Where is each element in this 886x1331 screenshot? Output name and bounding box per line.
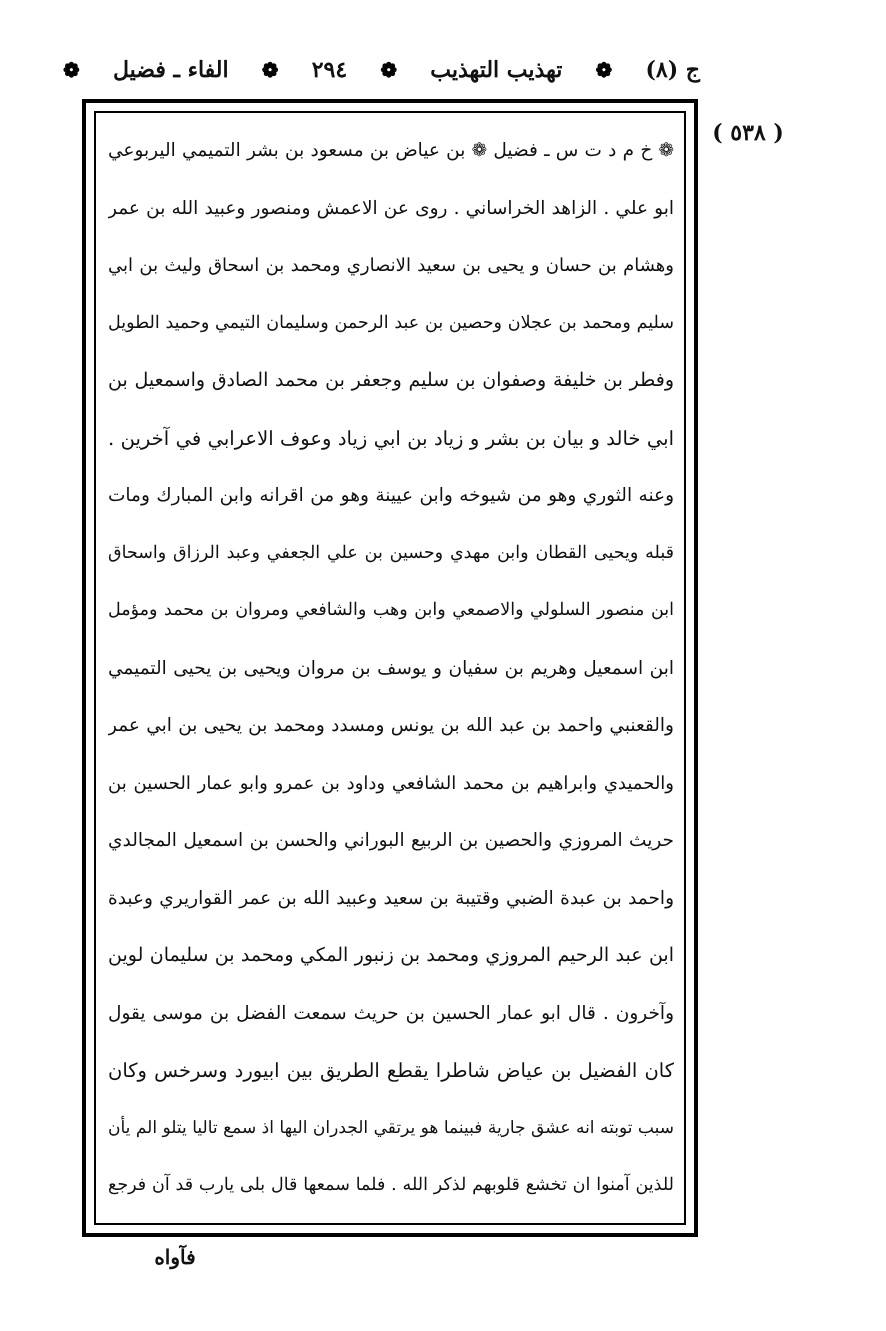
text-line: سبب توبته انه عشق جارية فبينما هو يرتقي الجدران اليها اذ سمع تاليا يتلو الم يأن [108, 1117, 674, 1138]
text-line: واحمد بن عبدة الضبي وقتيبة بن سعيد وعبيد الله بن عمر القواريري وعبدة [108, 887, 674, 909]
text-line: وآخرون . قال ابو عمار الحسين بن حريث سمعت الفضل بن موسى يقول [108, 1002, 674, 1024]
text-line: ابي خالد و بيان بن بشر و زياد بن ابي زياد وعوف الاعرابي في آخرين . [108, 426, 674, 450]
text-line: وعنه الثوري وهو من شيوخه وابن عيينة وهو من اقرانه وابن المبارك ومات [108, 485, 674, 506]
section-title: الفاء ـ فضيل [112, 57, 229, 83]
ornament-icon: ❁ [261, 58, 279, 82]
text-line: قبله ويحيى القطان وابن مهدي وحسين بن علي الجعفي وعبد الرزاق واسحاق [108, 542, 674, 563]
body-text [108, 122, 674, 1212]
text-line: ابو علي . الزاهد الخراساني . روى عن الاعمش ومنصور وعبيد الله بن عمر [108, 197, 674, 219]
page-number: ٢٩٤ [311, 57, 348, 83]
volume-number: ج (٨) [645, 57, 700, 83]
page-header [60, 50, 700, 90]
text-line: ❁ خ م د ت س ـ فضيل ❁ بن عياض بن مسعود بن بشر التميمي اليربوعي [108, 140, 674, 161]
ornament-icon: ❁ [595, 58, 613, 82]
text-line: للذين آمنوا ان تخشع قلوبهم لذكر الله . فلما سمعها قال بلى يارب قد آن فرجع [108, 1175, 674, 1195]
catchword: فآواه [154, 1245, 196, 1269]
text-line: ابن منصور السلولي والاصمعي وابن وهب والشافعي ومروان بن محمد ومؤمل [108, 600, 674, 620]
text-line: وهشام بن حسان و يحيى بن سعيد الانصاري ومحمد بن اسحاق وليث بن ابي [108, 255, 674, 276]
entry-number: ( ٥٣٨ ) [712, 120, 784, 146]
text-line: حريث المروزي والحصين بن الربيع البوراني والحسن بن اسمعيل المجالدي [108, 830, 674, 851]
text-line: والحميدي وابراهيم بن محمد الشافعي وداود بن عمرو وابو عمار الحسين بن [108, 772, 674, 794]
text-line: ابن عبد الرحيم المروزي ومحمد بن زنبور المكي ومحمد بن سليمان لوين [108, 944, 674, 966]
text-line: وفطر بن خليفة وصفوان بن سليم وجعفر بن محمد الصادق واسمعيل بن [108, 369, 674, 391]
text-line: كان الفضيل بن عياض شاطرا يقطع الطريق بين ابيورد وسرخس وكان [108, 1059, 674, 1082]
book-title: تهذيب التهذيب [430, 57, 563, 83]
text-line: ابن اسمعيل وهريم بن سفيان و يوسف بن مروان ويحيى بن يحيى التميمي [108, 657, 674, 679]
ornament-icon: ❁ [380, 58, 398, 82]
text-line: والقعنبي واحمد بن عبد الله بن يونس ومسدد ومحمد بن يحيى بن ابي عمر [108, 715, 674, 736]
text-line: سليم ومحمد بن عجلان وحصين بن عبد الرحمن وسليمان التيمي وحميد الطويل [108, 312, 674, 333]
ornament-icon: ❁ [63, 58, 80, 82]
